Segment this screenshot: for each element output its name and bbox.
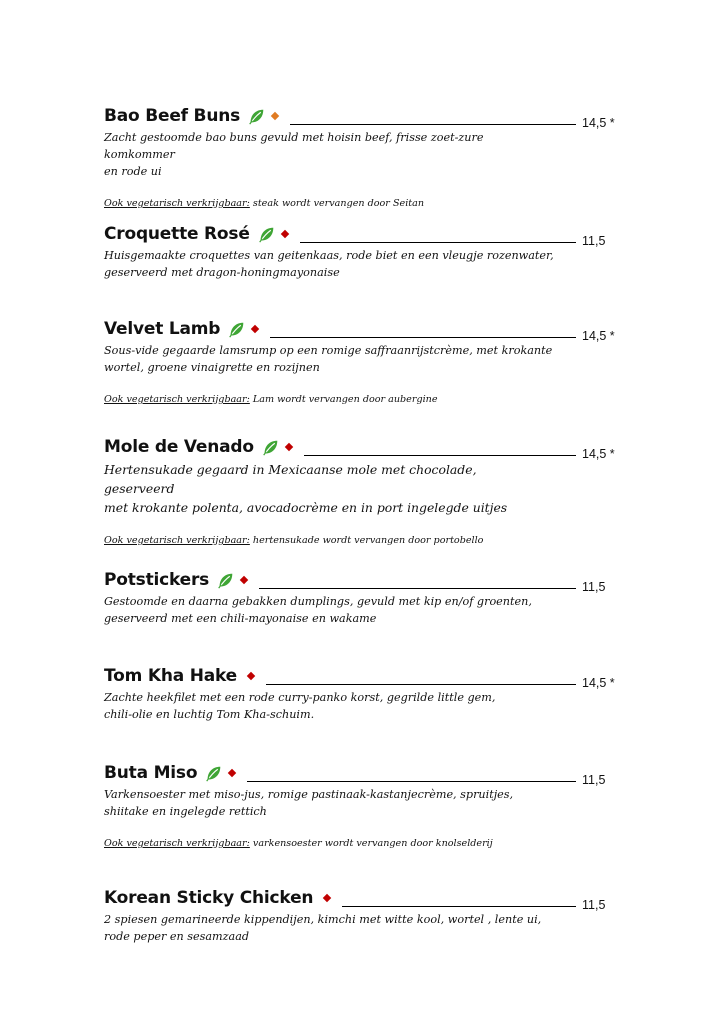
dish-icons <box>245 666 258 686</box>
description-line: en rode ui <box>104 165 162 178</box>
description-line: Sous-vide gegaarde lamsrump op een romige saffraanrijstcrème, met krokante <box>104 344 553 357</box>
dish-description <box>104 247 554 281</box>
menu-item-header <box>104 886 620 912</box>
description-line: geserveerd met een chili-mayonaise en wakame <box>104 612 377 625</box>
dish-price: 11,5 <box>582 773 606 787</box>
leaf-icon <box>262 439 279 456</box>
leaf-icon <box>205 765 222 782</box>
diamond-icon <box>240 576 248 584</box>
menu-item <box>104 761 620 849</box>
menu-item-header <box>104 435 620 461</box>
dish-icons <box>228 319 262 339</box>
dish-description <box>104 593 554 627</box>
description-line: wortel, groene vinaigrette en rozijnen <box>104 361 320 374</box>
dish-description <box>104 460 544 517</box>
dish-price: 14,5 * <box>582 676 615 690</box>
menu-item-header <box>104 222 620 248</box>
description-line: Huisgemaakte croquettes van geitenkaas, rode biet en een vleugje rozenwater, <box>104 249 554 262</box>
diamond-icon <box>323 894 331 902</box>
vegetarian-text: varkensoester wordt vervangen door knolselderij <box>252 838 493 849</box>
description-line: shiitake en ingelegde rettich <box>104 805 267 818</box>
leader-line <box>300 242 576 243</box>
menu-item <box>104 435 620 546</box>
dish-icons <box>217 570 251 590</box>
vegetarian-label: Ook vegetarisch verkrijgbaar: <box>104 394 250 405</box>
dish-price: 11,5 <box>582 898 606 912</box>
dish-description <box>104 129 554 180</box>
vegetarian-text: Lam wordt vervangen door aubergine <box>252 394 438 405</box>
vegetarian-label: Ook vegetarisch verkrijgbaar: <box>104 535 250 546</box>
leader-line <box>304 455 576 456</box>
vegetarian-label: Ook vegetarisch verkrijgbaar: <box>104 198 250 209</box>
leader-line <box>290 124 576 125</box>
menu-item <box>104 222 620 281</box>
vegetarian-text: hertensukade wordt vervangen door portobello <box>252 535 484 546</box>
dish-price: 14,5 * <box>582 329 615 343</box>
dish-name: Croquette Rosé <box>104 224 250 244</box>
dish-description <box>104 911 554 945</box>
dish-price: 14,5 * <box>582 116 615 130</box>
diamond-icon <box>285 443 293 451</box>
description-line: met krokante polenta, avocadocrème en in port ingelegde uitjes <box>104 500 508 515</box>
dish-name: Bao Beef Buns <box>104 106 241 126</box>
dish-icons <box>248 106 282 126</box>
leader-line <box>342 906 576 907</box>
description-line: chili-olie en luchtig Tom Kha-schuim. <box>104 708 315 721</box>
dish-icons <box>205 763 239 783</box>
diamond-icon <box>251 325 259 333</box>
vegetarian-label: Ook vegetarisch verkrijgbaar: <box>104 838 250 849</box>
description-line: Zachte heekfilet met een rode curry-panko korst, gegrilde little gem, <box>104 691 496 704</box>
menu-item <box>104 568 620 627</box>
diamond-icon <box>228 769 236 777</box>
menu-item <box>104 104 620 209</box>
menu-item-header <box>104 317 620 343</box>
leader-line <box>266 684 576 685</box>
dish-name: Mole de Venado <box>104 437 254 457</box>
menu-item <box>104 317 620 405</box>
dish-description <box>104 786 554 820</box>
dish-name: Tom Kha Hake <box>104 666 237 686</box>
menu-item-header <box>104 568 620 594</box>
dish-icons <box>321 888 334 908</box>
vegetarian-note <box>104 838 620 849</box>
leader-line <box>270 337 576 338</box>
menu-item-header <box>104 664 620 690</box>
menu-item <box>104 886 620 945</box>
description-line: rode peper en sesamzaad <box>104 930 250 943</box>
diamond-icon <box>280 230 288 238</box>
vegetarian-note <box>104 394 620 405</box>
dish-icons <box>258 224 292 244</box>
description-line: 2 spiesen gemarineerde kippendijen, kimchi met witte kool, wortel , lente ui, <box>104 913 542 926</box>
diamond-icon <box>271 112 279 120</box>
dish-description <box>104 342 554 376</box>
dish-name: Buta Miso <box>104 763 198 783</box>
leaf-icon <box>258 226 275 243</box>
leaf-icon <box>228 321 245 338</box>
menu-item-header <box>104 104 620 130</box>
description-line: Hertensukade gegaard in Mexicaanse mole met chocolade, geserveerd <box>104 462 477 496</box>
vegetarian-text: steak wordt vervangen door Seitan <box>252 198 425 209</box>
menu-item-header <box>104 761 620 787</box>
description-line: Gestoomde en daarna gebakken dumplings, gevuld met kip en/of groenten, <box>104 595 532 608</box>
dish-name: Korean Sticky Chicken <box>104 888 314 908</box>
description-line: Zacht gestoomde bao buns gevuld met hoisin beef, frisse zoet-zure komkommer <box>104 131 484 161</box>
diamond-icon <box>247 672 255 680</box>
leader-line <box>247 781 576 782</box>
dish-name: Potstickers <box>104 570 210 590</box>
description-line: Varkensoester met miso-jus, romige pastinaak-kastanjecrème, spruitjes, <box>104 788 514 801</box>
vegetarian-note <box>104 535 620 546</box>
dish-name: Velvet Lamb <box>104 319 221 339</box>
dish-price: 11,5 <box>582 580 606 594</box>
menu-item <box>104 664 620 723</box>
leader-line <box>259 588 576 589</box>
leaf-icon <box>217 572 234 589</box>
vegetarian-note <box>104 198 620 209</box>
description-line: geserveerd met dragon-honingmayonaise <box>104 266 340 279</box>
dish-price: 14,5 * <box>582 447 615 461</box>
dish-price: 11,5 <box>582 234 606 248</box>
dish-description <box>104 689 554 723</box>
leaf-icon <box>248 108 265 125</box>
dish-icons <box>262 437 296 457</box>
